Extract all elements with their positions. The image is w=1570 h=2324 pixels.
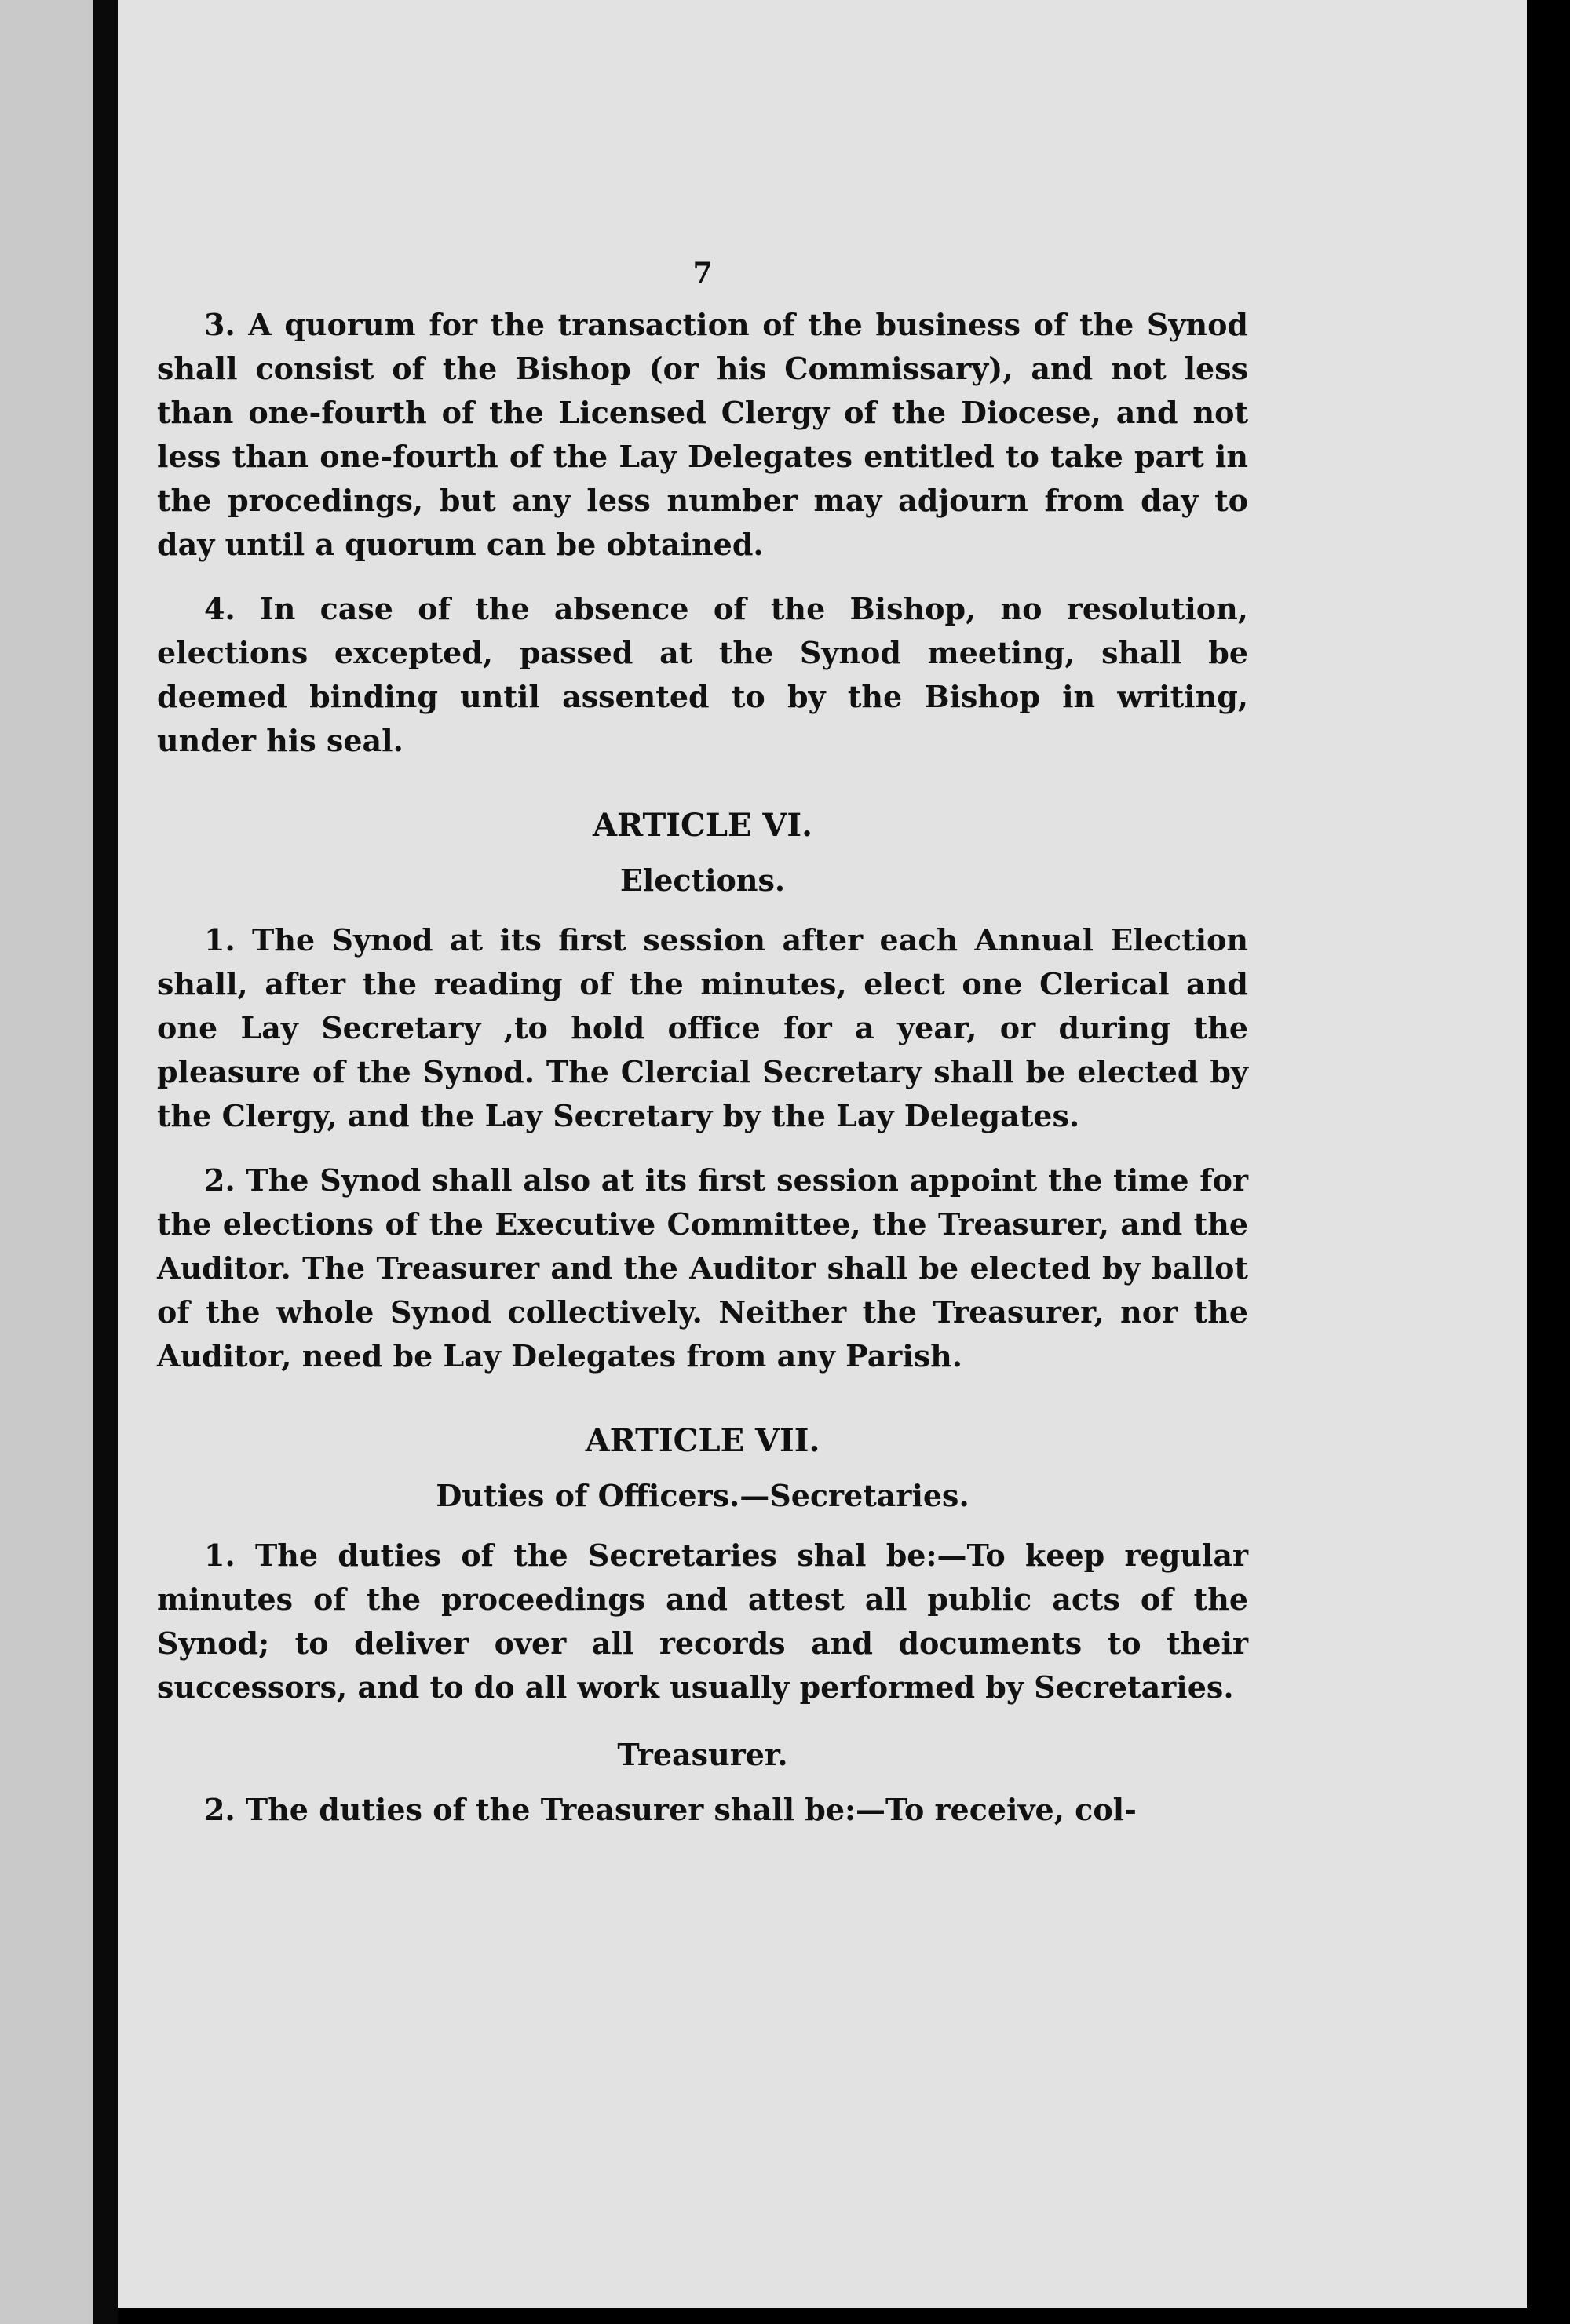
book-binding-shadow (93, 0, 118, 2324)
article-6-heading: ARTICLE VI. (592, 807, 813, 844)
paragraph-secretary-election: 1. The Synod at its first session after each Annual Election shall, after the reading of the minutes, elect one Clerical and one Lay Secretary ,to hold office for a year, or during the pleasure of the Synod. The Clercial Secretary shall be elected by the Clergy, and the Lay Secretary by the Lay Delegates. (157, 922, 1248, 1133)
article-7-subheading: Duties of Officers.—Secretaries. (436, 1478, 969, 1513)
page-text (157, 251, 1248, 1852)
scan-border (1527, 0, 1570, 2324)
treasurer-subheading: Treasurer. (617, 1737, 788, 1772)
paragraph-secretary-duties: 1. The duties of the Secretaries shal be:—To keep regular minutes of the proceedings and attest all public acts of the Synod; to deliver over all records and documents to their successors, and to do all work usually performed by Secretaries. (157, 1538, 1248, 1705)
page-number: 7 (692, 257, 713, 290)
paragraph-officer-elections: 2. The Synod shall also at its first session appoint the time for the elections of the Executive Committee, the Treasurer, and the Auditor. The Treasurer and the Auditor shall be elected by ballot of the whole Synod collectively. Neither the Treasurer, nor the Auditor, need be Lay Delegates from any Parish. (157, 1162, 1248, 1374)
paragraph-quorum: 3. A quorum for the transaction of the business of the Synod shall consist of the Bishop (or his Commissary), and not less than one-fourth of the Licensed Clergy of the Diocese, and not less than one-fourth of the Lay Delegates entitled to take part in the procedings, but any less number may adjourn from day to day until a quorum can be obtained. (157, 307, 1248, 562)
paragraph-treasurer-duties: 2. The duties of the Treasurer shall be:—To receive, col- (204, 1792, 1137, 1827)
article-7-heading: ARTICLE VII. (585, 1422, 820, 1459)
article-6-subheading: Elections. (619, 863, 786, 898)
adjacent-page-edge (0, 0, 93, 2324)
paragraph-bishop-absence: 4. In case of the absence of the Bishop, no resolution, elections excepted, passed at the Synod meeting, shall be deemed binding until assented to by the Bishop in writing, under his seal. (157, 591, 1248, 758)
